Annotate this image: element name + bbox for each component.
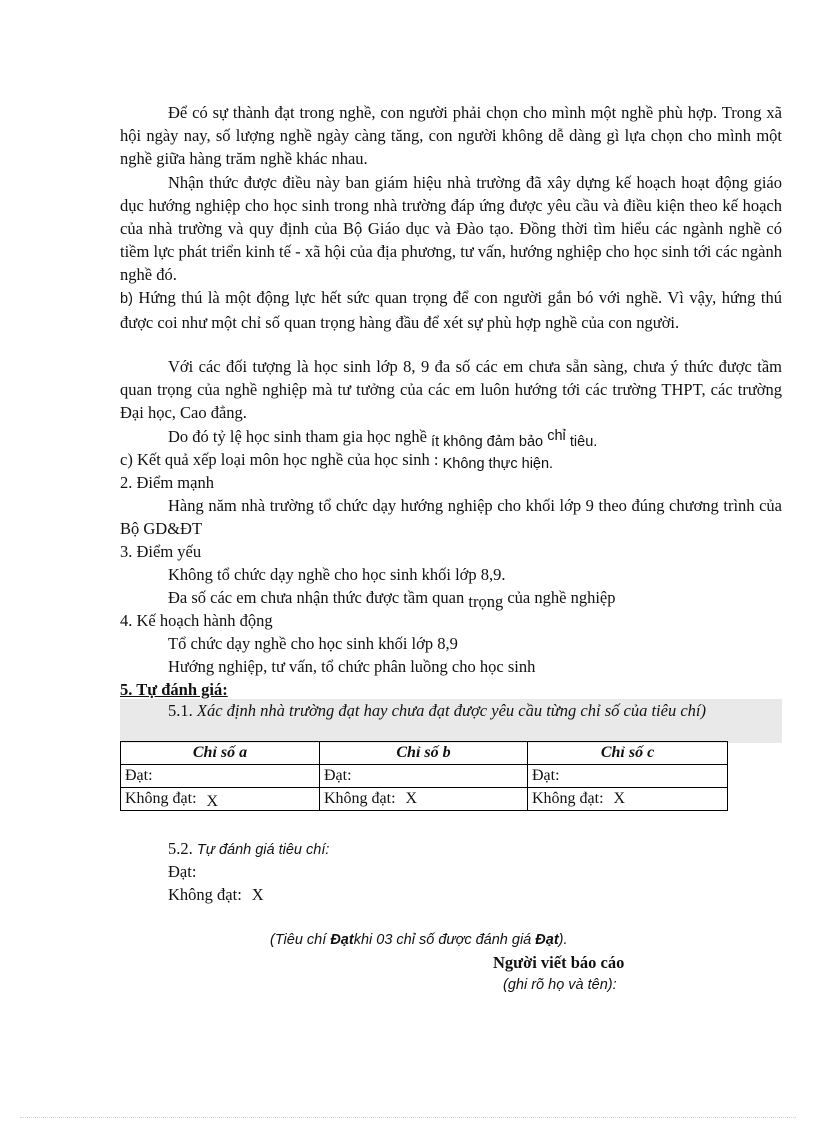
section-5-2-khong-dat-label: Không đạt: (168, 885, 242, 904)
cell-b-khong-dat (320, 788, 528, 811)
line-ratio (168, 425, 597, 450)
header-chi-so-b: Chỉ số b (320, 742, 528, 765)
cell-c-label: Không đạt: (532, 790, 604, 807)
header-chi-so-c: Chỉ số c (528, 742, 728, 765)
ratio-insert-1: ít không đảm bảo (431, 434, 544, 450)
cell-a-label: Không đạt: (125, 790, 197, 807)
heading-strengths: 2. Điểm mạnh (120, 473, 214, 492)
cell-b-mark: X (405, 790, 418, 807)
section-5-1-number: 5.1. (168, 701, 193, 720)
weakness-2 (168, 586, 615, 609)
list-marker-b: b) (120, 291, 133, 307)
cell-b-dat: Đạt: (320, 765, 528, 788)
note-open: (Tiêu chí (270, 932, 327, 948)
heading-self-assessment: 5. Tự đánh giá: (120, 680, 228, 699)
note-bold-2: Đạt (535, 932, 559, 948)
section-5-1 (120, 699, 782, 722)
signer-title: Người viết báo cáo (493, 953, 625, 972)
heading-action-plan: 4. Kế hoạch hành động (120, 611, 273, 630)
cell-c-mark: X (613, 790, 626, 807)
section-5-2 (168, 837, 329, 862)
cell-b-label: Không đạt: (324, 790, 396, 807)
note-close: ). (558, 932, 568, 948)
ratio-insert-3: tiêu. (569, 434, 598, 450)
criteria-note (270, 929, 568, 952)
section-5-2-mark: X (251, 885, 264, 904)
table-row-dat (121, 765, 728, 788)
paragraph-interest (120, 286, 782, 334)
section-5-2-text: Tự đánh giá tiêu chí: (196, 842, 330, 858)
header-chi-so-a: Chỉ số a (121, 742, 320, 765)
line-result (120, 448, 553, 473)
cell-a-mark: X (206, 793, 219, 810)
weakness-2-text-b: trọng (468, 592, 504, 611)
action-1: Tổ chức dạy nghề cho học sinh khối lớp 8,9 (168, 634, 458, 653)
cell-a-dat: Đạt: (121, 765, 320, 788)
signer-note: (ghi rõ họ và tên): (503, 977, 617, 993)
paragraph-school-plan: Nhận thức được điều này ban giám hiệu nhà trường đã xây dựng kế hoạch hoạt động giáo dục hướng nghiệp cho học sinh trong nhà trường đáp ứng được yêu cầu và điều kiện theo kế hoạch của nhà trường và quy định của Bộ Giáo dục và Đào tạo. Đồng thời tìm hiểu các ngành nghề có tiềm lực phát triển kinh tế - xã hội của địa phương, tư vấn, hướng nghiệp cho học sinh tới các ngành nghề đó. (120, 173, 782, 284)
criteria-table (120, 741, 728, 811)
note-bold-1: Đạt (330, 932, 354, 948)
cell-c-khong-dat (528, 788, 728, 811)
weakness-2-text-c: của nghề nghiệp (507, 588, 616, 607)
ratio-text: Do đó tỷ lệ học sinh tham gia học nghề (168, 427, 427, 446)
list-marker-c: c) (120, 450, 133, 469)
weakness-2-text-a: Đa số các em chưa nhận thức được tầm quan (168, 588, 465, 607)
section-5-2-number: 5.2. (168, 839, 193, 858)
note-mid: khi 03 chỉ số được đánh giá (353, 932, 532, 948)
action-2: Hướng nghiệp, tư vấn, tổ chức phân luồng cho học sinh (168, 657, 536, 676)
cell-a-khong-dat (121, 788, 320, 811)
table-row-khong-dat (121, 788, 728, 811)
page-bottom-divider (20, 1117, 796, 1118)
result-value: Không thực hiện. (442, 456, 554, 472)
paragraph-strengths: Hàng năm nhà trường tổ chức dạy hướng nghiệp cho khối lớp 9 theo đúng chương trình của Bộ GD&ĐT (120, 496, 782, 538)
result-label: Kết quả xếp loại môn học nghề của học sinh : (136, 450, 439, 469)
table-header-row (121, 742, 728, 765)
section-5-2-khong-dat (168, 883, 264, 906)
paragraph-students: Với các đối tượng là học sinh lớp 8, 9 đa số các em chưa sẵn sàng, chưa ý thức được tầm quan trọng của nghề nghiệp mà tư tưởng của các em luôn hướng tới các trường THPT, các trường Đại học, Cao đẳng. (120, 357, 782, 422)
paragraph-interest-text: Hứng thú là một động lực hết sức quan trọng để con người gắn bó với nghề. Vì vậy, hứng thú được coi như một chỉ số quan trọng hàng đầu để xét sự phù hợp nghề của con người. (120, 288, 782, 332)
cell-c-dat: Đạt: (528, 765, 728, 788)
weakness-1: Không tổ chức dạy nghề cho học sinh khối lớp 8,9. (168, 565, 506, 584)
heading-weaknesses: 3. Điểm yếu (120, 542, 202, 561)
ratio-insert-2: chỉ (547, 428, 566, 444)
section-5-2-dat: Đạt: (168, 862, 197, 881)
paragraph-career-choice: Để có sự thành đạt trong nghề, con người phải chọn cho mình một nghề phù hợp. Trong xã hội ngày nay, số lượng nghề ngày càng tăng, con người không dễ dàng gì lựa chọn cho mình một nghề giữa hàng trăm nghề khác nhau. (120, 103, 782, 168)
section-5-1-text: Xác định nhà trường đạt hay chưa đạt được yêu cầu từng chỉ số của tiêu chí) (196, 701, 706, 720)
